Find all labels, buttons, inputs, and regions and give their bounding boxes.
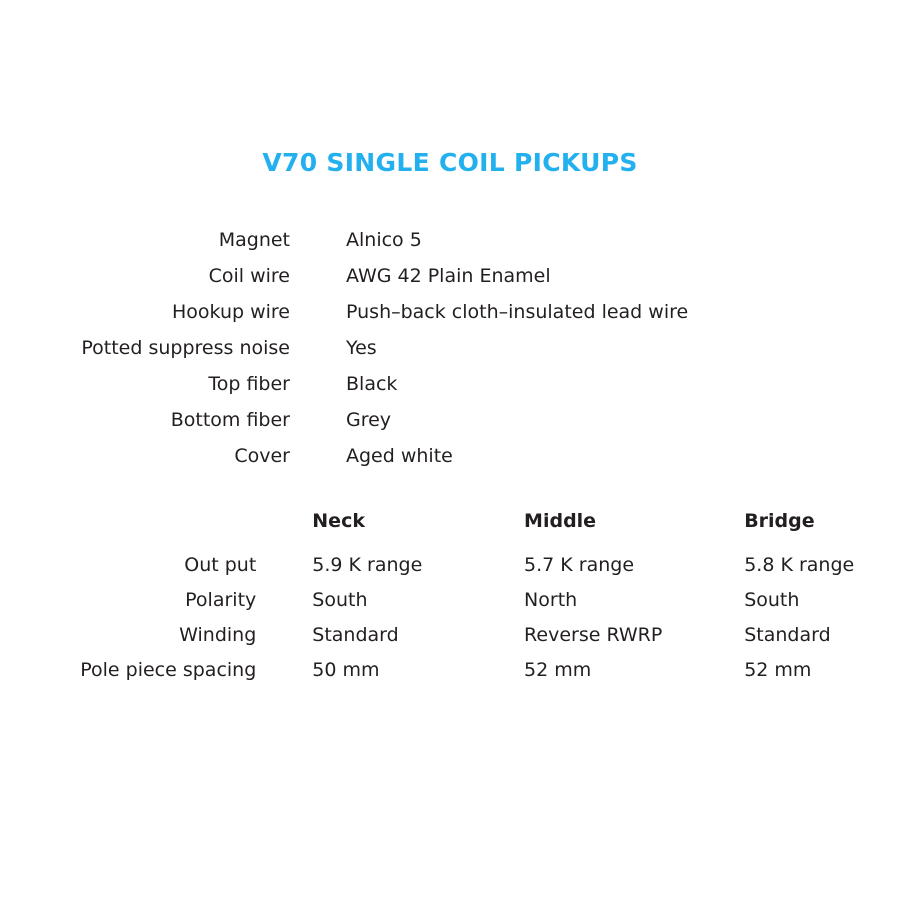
table-row bbox=[0, 653, 900, 688]
spec-label: Coil wire bbox=[208, 265, 290, 287]
cell-value: 50 mm bbox=[312, 659, 380, 681]
table-row bbox=[0, 402, 900, 438]
spec-label: Potted suppress noise bbox=[81, 337, 290, 359]
table-row bbox=[0, 438, 900, 474]
cell-value: 5.8 K range bbox=[744, 554, 855, 576]
table-row bbox=[0, 330, 900, 366]
cell-value: Standard bbox=[744, 624, 831, 646]
table-row bbox=[0, 258, 900, 294]
row-label: Polarity bbox=[185, 589, 257, 611]
spec-value: Black bbox=[346, 373, 398, 395]
spec-label: Top fiber bbox=[208, 373, 290, 395]
corner-cell bbox=[0, 504, 256, 548]
table-header-row bbox=[0, 504, 900, 548]
row-label: Winding bbox=[179, 624, 257, 646]
table-row bbox=[0, 583, 900, 618]
cell-value: 52 mm bbox=[524, 659, 592, 681]
row-label: Out put bbox=[184, 554, 257, 576]
table-row bbox=[0, 548, 900, 583]
spec-label: Hookup wire bbox=[172, 301, 290, 323]
cell-value: North bbox=[524, 589, 578, 611]
column-header-middle: Middle bbox=[524, 510, 597, 532]
page-title: V70 SINGLE COIL PICKUPS bbox=[262, 148, 638, 177]
column-header-bridge: Bridge bbox=[744, 510, 815, 532]
spec-value: Aged white bbox=[346, 445, 453, 467]
cell-value: 5.9 K range bbox=[312, 554, 423, 576]
general-specs-table bbox=[0, 222, 900, 474]
cell-value: South bbox=[312, 589, 368, 611]
table-row bbox=[0, 294, 900, 330]
table-row bbox=[0, 366, 900, 402]
cell-value: 5.7 K range bbox=[524, 554, 635, 576]
cell-value: South bbox=[744, 589, 800, 611]
spec-value: Yes bbox=[346, 337, 377, 359]
spec-label: Cover bbox=[234, 445, 290, 467]
spec-value: Push–back cloth–insulated lead wire bbox=[346, 301, 689, 323]
table-row bbox=[0, 222, 900, 258]
row-label: Pole piece spacing bbox=[80, 659, 257, 681]
spec-value: Grey bbox=[346, 409, 392, 431]
spec-value: Alnico 5 bbox=[346, 229, 422, 251]
cell-value: 52 mm bbox=[744, 659, 812, 681]
column-header-neck: Neck bbox=[312, 510, 365, 532]
cell-value: Reverse RWRP bbox=[524, 624, 663, 646]
table-row bbox=[0, 618, 900, 653]
pickup-position-table bbox=[0, 504, 900, 688]
cell-value: Standard bbox=[312, 624, 399, 646]
spec-value: AWG 42 Plain Enamel bbox=[346, 265, 551, 287]
spec-label: Magnet bbox=[218, 229, 290, 251]
spec-label: Bottom fiber bbox=[170, 409, 290, 431]
